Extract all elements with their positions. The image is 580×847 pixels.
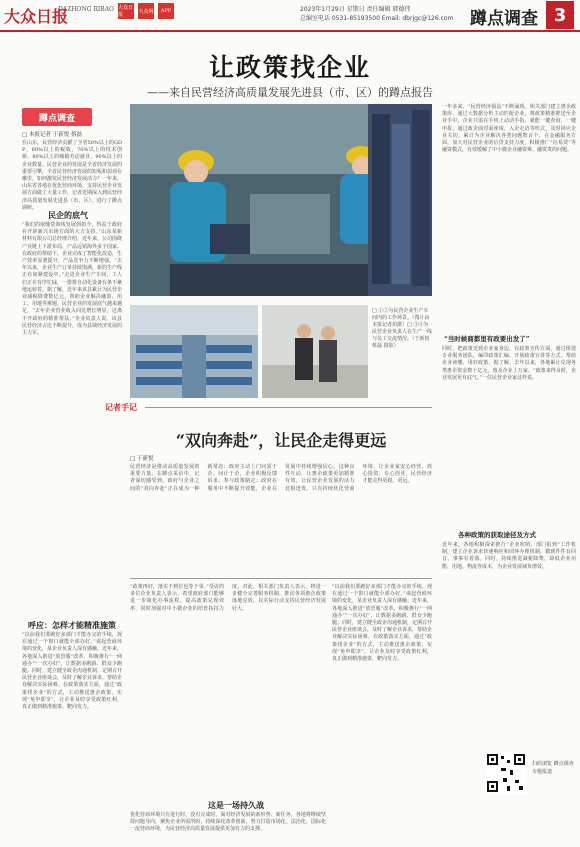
- qr-caption: 扫码浏览 蹲点调查 专题报道: [532, 761, 574, 775]
- section-title-2: 呼应：怎样才能精准施策: [28, 620, 116, 630]
- date-line: 2023年1月29日 星期日 责任编辑 韩德伟: [300, 6, 411, 13]
- badge-1: 大众日报: [118, 5, 134, 18]
- reporters-note-text: 民营经济是推动高质量发展的重要力量。在蹲点采访中，记者深切感受到，政府与企业之间的“双向奔赴”正在成为一种新常态：政府主动上门问需于企、问计于企，企业积极反馈诉求、参与政策制定；政府在服务中不断提升效能，企业在发展中持续增强信心。这种良性互动，让惠企政策更加精准有效，让民营企业发展的活力竞相迸发。只有持续优化营商环境，让企业家安心经营、放心投资、专心创业，民营经济才能走得更稳、更远。: [130, 464, 432, 492]
- section-2-text: “以前我们要跑好多部门才能办完的手续，现在通过一个窗口就能全部办好。”谈起营商环境的变化，某企业负责人深有感触。近年来，各地深入推进“放管服”改革，积极推行“一网通办”“一次办好”，让数据多跑路、群众少跑腿。同时，建立健全政企沟通机制，定期召开民营企业座谈会，及时了解企业诉求，帮助企业解决实际困难。在政策落实方面，通过“政策找企业”的方式，主动推送惠企政策，实现“免申即享”，让企业及时享受政策红利，真正做到精准施策、靶向发力。: [22, 632, 123, 711]
- bottom-middle-text: “政策再好，落实不到位也等于零。”受访的多位企业负责人表示，希望政府部门能够进一步简化办事流程，提高政策兑现效率，同时加强对中小微企业的培育扶持力度。对此，相关部门负责人表示，将进一步健全完善服务机制，推动各项惠企政策落地见效，以实际行动支持民营经济发展壮大。: [130, 584, 326, 612]
- badge-2: 大众网: [138, 3, 154, 19]
- right-subtitle-1: “当时候商都里有政要出发了”: [444, 335, 530, 343]
- divider-rule-2: [130, 578, 432, 579]
- newspaper-logo: 大众日报: [4, 7, 69, 26]
- section-title-3: 这是一场持久战: [208, 800, 264, 810]
- section-3-text: 优化营商环境只有进行时，没有完成时。面对经济发展的新形势、新任务，各地将继续坚持问题导向，聚焦企业所需所盼，持续深化改革创新，努力打造市场化、法治化、国际化一流营商环境，为民营经济高质量发展提供更加有力的支撑。: [130, 812, 326, 833]
- section-name: 蹲点调查: [470, 9, 538, 29]
- managers-talking-photo: [262, 305, 368, 398]
- right-column-text-1: 一年多来，“民营经济强县”不断涌现。相关部门建立惠企政策库，通过大数据分析主动匹配企业，将政策精准推送至企业手中。企业只需在手机上动动手指，就能一键查询、一键申报。通过政企面对面座谈、入企走访等形式，及时回应企业关切，累计为企业解决各类问题数百个。在金融服务方面，加大对民营企业的信贷支持力度，积极推广“信易贷”等融资模式，有效缓解了中小微企业融资难、融资贵的问题。: [442, 104, 576, 154]
- right-column-text-3: 近年来，各地积极探索推行“企业吹哨、部门报到”工作机制，建立企业诉求快速响应和闭环办理机制，做到件件有回音、事事有着落。同时，持续推进减税降费，降低企业用能、用地、物流等成本，为企业发展减负增效。: [442, 542, 576, 570]
- logo-subtitle: DAZHONG RIBAO: [58, 6, 114, 13]
- page-number: 3: [546, 1, 574, 29]
- intro-paragraph: 在山东，民营经济贡献了全省50%以上的GDP、60%以上的税收、70%以上的技术创新、80%以上的城镇劳动就业、90%以上的企业数量。民营企业的发展是全省经济发展的重要引擎，全省民营经济发展的短板和弱项在哪里，如何激发民营经济发展活力？一年来，山东省各地在优化营商环境、支持民营企业发展方面做了大量工作，记者近期深入到民营经济高质量发展先进县（市、区），进行了蹲点调研。: [22, 140, 123, 211]
- page-headline: 让政策找企业: [208, 53, 371, 82]
- badge-3: APP: [158, 3, 174, 19]
- note-byline: □ 于新悦: [130, 456, 154, 462]
- photo-caption: □ ①②为民营企业生产车间内的工作场景。（图片由本报记者拍摄）□ ③④为民营企业负责人在生产一线与员工交流情况。（于新悦 蔡磊 摄影）: [372, 308, 433, 349]
- production-line-photo: [130, 305, 258, 398]
- reporters-note-headline: “双向奔赴”，让民企走得更远: [175, 431, 387, 450]
- page-subheadline: ——来自民营经济高质量发展先进县（市、区）的蹲点报告: [147, 86, 433, 99]
- reporters-note-label: 记者手记: [105, 402, 137, 412]
- bottom-right-middle-text: “以前我们要跑好多部门才能办完的手续，现在通过一个窗口就能全部办好。”谈起营商环境的变化，某企业负责人深有感触。近年来，各地深入推进“放管服”改革，积极推行“一网通办”“一次办好”，让数据多跑路、群众少跑腿。同时，建立健全政企沟通机制，定期召开民营企业座谈会，及时了解企业诉求，帮助企业解决实际困难。在政策落实方面，通过“政策找企业”的方式，主动推送惠企政策，实现“免申即享”，让企业及时享受政策红利，真正做到精准施策、靶向发力。: [332, 584, 433, 663]
- qr-code[interactable]: [485, 752, 527, 794]
- section-title-1: 民企的底气: [48, 210, 88, 220]
- clothes-rack-photo: [368, 104, 432, 296]
- column-tag: 蹲点调查: [22, 108, 92, 126]
- masthead: [0, 0, 580, 32]
- divider-rule: [145, 407, 432, 408]
- section-1-text: “我们的嵌缝装饰线发展到如今，得益于政府在开辟新兴市场方面的大力支持。”山东某新材料有限公司总经理介绍。近年来，公司围绕产业链上下游布局，产品远销海外多个国家。在政府的帮助下，企业完成了智能化改造，生产效率显著提升，产品竞争力不断增强。“去年以来，企业生产订单持续饱满，新的生产线正在加紧建设中。”走进企业生产车间，工人们正在有序忙碌，一排排自动化设备有条不紊地运转着。据了解，近年来该县累计为民营企业减税降费数亿元，帮助企业解决融资、用工、用地等难题，民营企业的发展底气越来越足。“去年企业营业收入同比增长明显，这离不开政府的精准帮扶。”企业负责人说。该县民营经济占比不断提升，成为县域经济发展的主力军。: [22, 222, 123, 337]
- right-subtitle-2: 各种政策的获取途径及方式: [458, 531, 536, 539]
- media-badges: [118, 3, 174, 19]
- contact-line: 总编室电话 0531-85193500 Email: dbrjgc@126.com: [300, 15, 454, 22]
- reporter-byline: □ 本报记者 于新悦 蔡磊: [22, 132, 82, 138]
- right-column-text-2: 同时，把政策送到企业家身边。在政策宣传方面，通过组建专业服务团队、编印政策汇编、开展政策宣讲等方式，帮助企业读懂、用好政策。据了解，去年以来，各地累计兑现各类惠企资金数十亿元，惠及企业上万家。“政策来得及时，企业发展更有底气。”一位民营企业家这样说。: [442, 346, 576, 381]
